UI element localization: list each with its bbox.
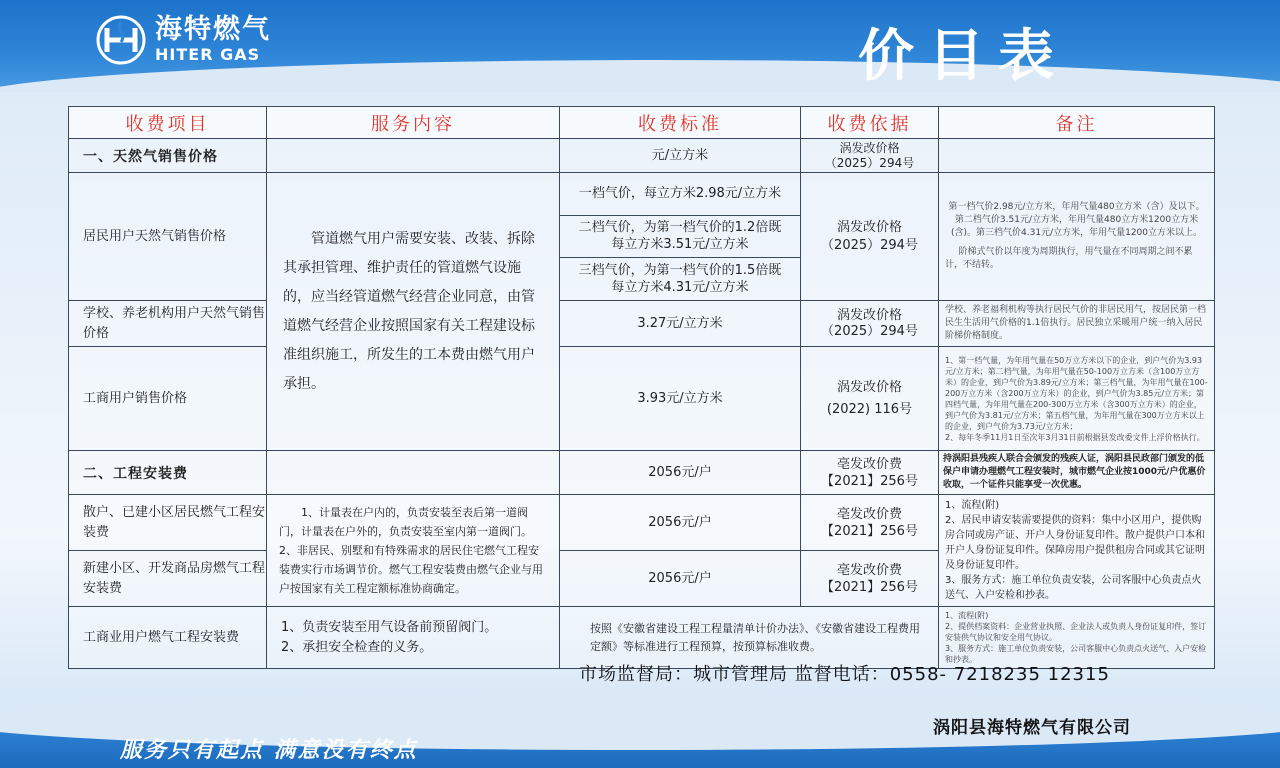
scattered-basis: 亳发改价费 【2021】256号 [801,495,939,551]
section-title-gas: 一、天然气销售价格 [69,139,267,173]
install-section-note: 持涡阳县残疾人联合会颁发的残疾人证，涡阳县民政部门颁发的低保户申请办理燃气工程安装时，城市燃气企业按1000元/户优惠价收取，一个证件只能享受一次优惠。 [939,451,1215,495]
item-scattered: 散户、已建小区居民燃气工程安装费 [69,495,267,551]
item-commercial: 工商用户销售价格 [69,347,267,451]
residential-tiers [560,173,801,301]
new-community-price: 2056元/户 [560,551,801,607]
item-new-community: 新建小区、开发商品房燃气工程安装费 [69,551,267,607]
commercial-service-line2: 2、承担安全检查的义务。 [281,639,433,655]
school-price: 3.27元/立方米 [560,301,801,347]
section-title-install: 二、工程安装费 [69,451,267,495]
tier2-price: 二档气价，为第一档气价的1.2倍既每立方米3.51元/立方米 [560,215,800,257]
commercial-install-service [267,607,560,669]
empty-cell [267,451,560,495]
table-row [69,495,1215,551]
logo-english-name: HITER GAS [155,45,261,64]
residential-note [939,173,1215,301]
table-header-row [69,107,1215,139]
school-basis: 涡发改价格 （2025）294号 [801,301,939,347]
supervision-phone-line: 市场监督局：城市管理局 监督电话：0558- 7218235 12315 [579,664,1110,685]
column-header: 服务内容 [267,107,560,139]
table-row [69,347,1215,451]
residential-note-cycle: 阶梯式气价以年度为周期执行，用气量在不同周期之间不累计，不结转。 [945,247,1193,270]
page-title: 价目表 [858,24,1068,89]
slogan-text: 服务只有起点 满意没有终点 [120,738,418,763]
tier3-price: 三档气价，为第一档气价的1.5倍既每立方米4.31元/立方米 [578,262,782,295]
commercial-install-standard: 按照《安徽省建设工程工程量清单计价办法》、《安徽省建设工程费用定额》等标准进行工程预算，按预算标准收费。 [560,607,939,669]
item-commercial-install: 工商业用户燃气工程安装费 [69,607,267,669]
install-section-basis: 亳发改价费 【2021】256号 [801,451,939,495]
item-school: 学校、养老机构用户天然气销售价格 [69,301,267,347]
price-table [68,106,1215,669]
column-header: 收费项目 [69,107,267,139]
school-note: 学校、养老福利机构等执行居民气价的非居民用气，按居民第一档民生生活用气价格的1.1倍执行。居民独立采暖用户统一纳入居民阶梯价格制度。 [939,301,1215,347]
commercial-price: 3.93元/立方米 [560,347,801,451]
company-name: 涡阳县海特燃气有限公司 [933,718,1131,738]
column-header: 备注 [939,107,1215,139]
hiter-logo-icon [95,14,147,66]
commercial-basis: 涡发改价格 (2022) 116号 [801,347,939,451]
section-unit: 元/立方米 [560,139,801,173]
column-header: 收费依据 [801,107,939,139]
scattered-price: 2056元/户 [560,495,801,551]
empty-cell [267,139,560,173]
install-service-content [267,495,560,607]
residential-note-tiers: 第一档气价2.98元/立方米，年用气量480立方米（含）及以下。第二档气价3.51元/立方米，年用气量480立方米1200立方米(含)。第三档气价4.31元/立方米，年用气量1200立方米以上。 [948,202,1205,238]
commercial-service-line1: 1、负责安装至用气设备前预留阀门。 [281,619,498,635]
table-row [69,301,1215,347]
table-row [69,451,1215,495]
gas-service-text: 管道燃气用户需要安装、改装、拆除其承担管理、维护责任的管道燃气设施的，应当经管道燃气经营企业同意，由管道燃气经营企业按照国家有关工程建设标准组织施工，所发生的工本费由燃气用户承担。 [283,230,535,392]
new-community-basis: 亳发改价费 【2021】256号 [801,551,939,607]
table-row [69,173,1215,301]
gas-service-content [267,173,560,451]
commercial-note: 1、第一档气量，为年用气量在50万立方米以下的企业，到户气价为3.93元/立方米；第二档气量，为年用气量在50-100万立方米（含100万立方米）的企业，到户气价为3.89元/立方米；第三档气量，为年用气量在100-200万立方米（含200万立方米）的企业，到户气价为3.85元/立方米；第四档气量，为年用气量在200-300万立方米（含300万立方米）的企业，到户气价为3.81元/立方米；第五档气量，为年用气量在300万立方米以上的企业，到户气价为3.73元/立方米； 2、每年冬季11月1日至次年3月31日前根据县发改委文件上浮价格执行。 [939,347,1215,451]
section-basis: 涡发改价格 （2025）294号 [801,139,939,173]
table-row [69,139,1215,173]
company-logo [95,14,271,66]
install-note: 1、流程(附) 2、居民申请安装需要提供的资料：集中小区用户，提供购房合同或房产证、开户人身份证复印件。散户提供户口本和开户人身份证复印件。保障房用户提供租房合同或其它证明及身份证复印件。 3、服务方式：施工单位负责安装，公司客服中心负责点火送气、入户安检和抄表。 [939,495,1215,607]
install-section-price: 2056元/户 [560,451,801,495]
column-header: 收费标准 [560,107,801,139]
empty-cell [939,139,1215,173]
logo-chinese-name: 海特燃气 [155,14,271,45]
tier1-price: 一档气价，每立方米2.98元/立方米 [560,173,800,215]
item-residential: 居民用户天然气销售价格 [69,173,267,301]
install-service-text: 1、计量表在户内的，负责安装至表后第一道阀门，计量表在户外的，负责安装至室内第一道阀门。 2、非居民、别墅和有特殊需求的居民住宅燃气工程安装费实行市场调节价。燃气工程安装费由燃气企业与用户按国家有关工程定额标准协商确定。 [279,506,543,595]
residential-basis: 涡发改价格 （2025）294号 [801,173,939,301]
commercial-install-note: 1、流程(附) 2、提供档案资料：企业营业执照、企业法人或负责人身份证复印件，签订安装供气协议和安全用气协议。 3、服务方式：施工单位负责安装，公司客服中心负责点火送气、入户安检和抄表。 [939,607,1215,669]
